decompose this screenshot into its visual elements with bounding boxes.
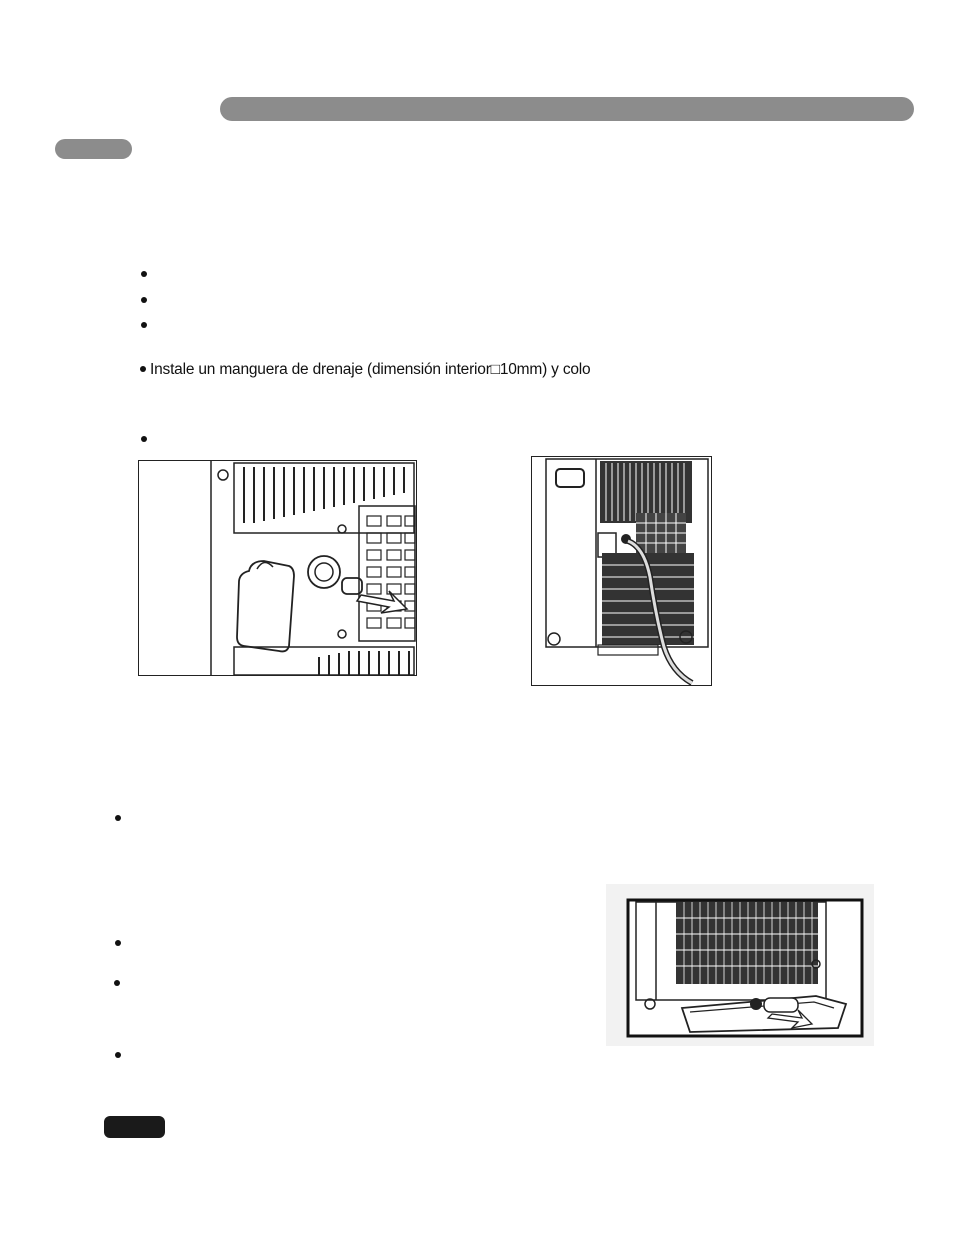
drain-hose-instruction: Instale un manguera de drenaje (dimensión interior□10mm) y colo	[150, 361, 591, 378]
bullet	[115, 940, 121, 946]
bottom-drain-figure	[606, 884, 874, 1046]
section-tab	[55, 139, 132, 159]
bullet	[115, 1052, 121, 1058]
section-header-bar	[220, 97, 914, 121]
bullet	[141, 436, 147, 442]
unit-back-hose-figure	[531, 456, 712, 686]
bullet	[141, 297, 147, 303]
note-tab	[104, 1116, 165, 1138]
bullet	[115, 815, 121, 821]
bullet	[114, 980, 120, 986]
drain-port-closeup-figure	[138, 460, 417, 676]
bullet	[141, 271, 147, 277]
bullet	[141, 322, 147, 328]
bullet	[140, 366, 146, 372]
